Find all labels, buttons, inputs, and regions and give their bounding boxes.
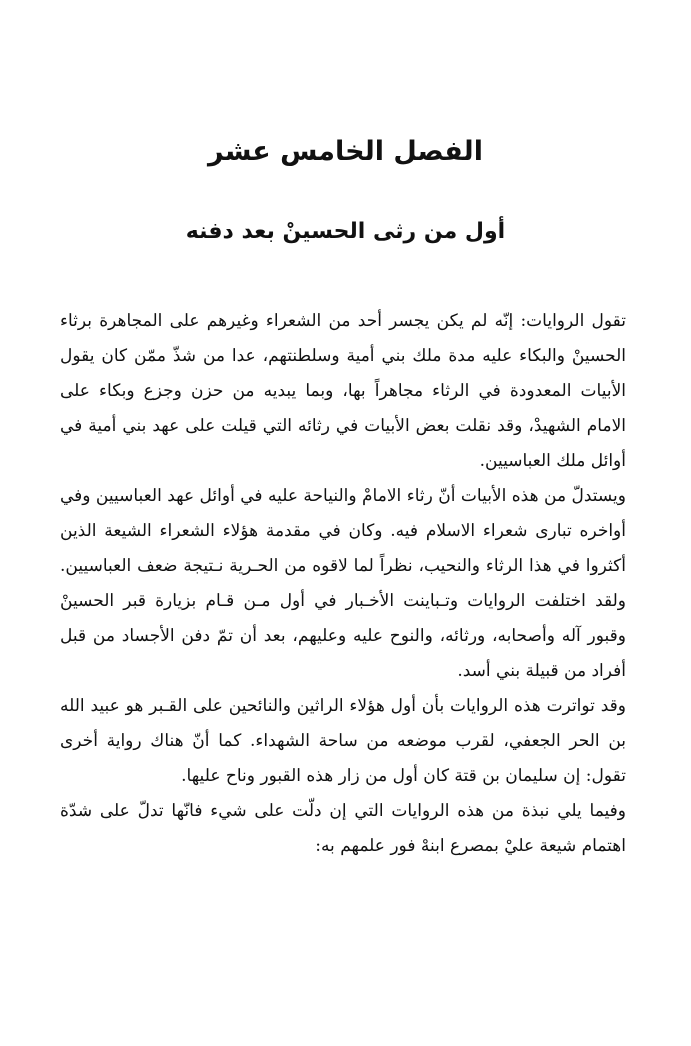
body-text [60,304,626,864]
paragraph: ويستدلّ من هذه الأبيات أنّ رثاء الامامْ والنياحة عليه في أوائل عهد العباسيين وفي أواخره تبارى شعراء الاسلام فيه. وكان في مقدمة هؤلاء الشعراء الشيعة الذين أكثروا في هذا الرثاء والنحيب، نظراً لما لاقوه من الحـرية نـتيجة ضعف العباسيين. ولقد اختلفت الروايات وتـباينت الأخـبار في أول مـن قـام بزيارة قبر الحسينْ وقبور آله وأصحابه، ورثائه، والنوح عليه وعليهم، بعد أن تمّ دفن الأجساد من قبل أفراد من قبيلة بني أسد. [60,486,626,681]
paragraph: وقد تواترت هذه الروايات بأن أول هؤلاء الراثين والنائحين على القـبر هو عبيد الله بن الحر الجعفي، لقرب موضعه من ساحة الشهداء. كما أنّ هناك رواية أخرى تقول: إن سليمان بن قتة كان أول من زار هذه القبور وناح عليها. [60,696,626,786]
paragraph: وفيما يلي نبذة من هذه الروايات التي إن دلّت على شيء فانّها تدلّ على شدّة اهتمام شيعة عليْ بمصرع ابنهْ فور علمهم به: [60,801,626,856]
paragraph: تقول الروايات: إنّه لم يكن يجسر أحد من الشعراء وغيرهم على المجاهرة برثاء الحسينْ والبكاء عليه مدة ملك بني أمية وسلطنتهم، عدا من شذّ ممّن كان يقول الأبيات المعدودة في الرثاء مجاهراً بها، وبما يبديه من حزن وجزع وبكاء على الامام الشهيدْ، وقد نقلت بعض الأبيات في رثائه التي قيلت على عهد بني أمية في أوائل ملك العباسيين. [60,311,626,471]
chapter-title: الفصل الخامس عشر [208,136,483,167]
section-title: أول من رثى الحسينْ بعد دفنه [185,219,506,244]
